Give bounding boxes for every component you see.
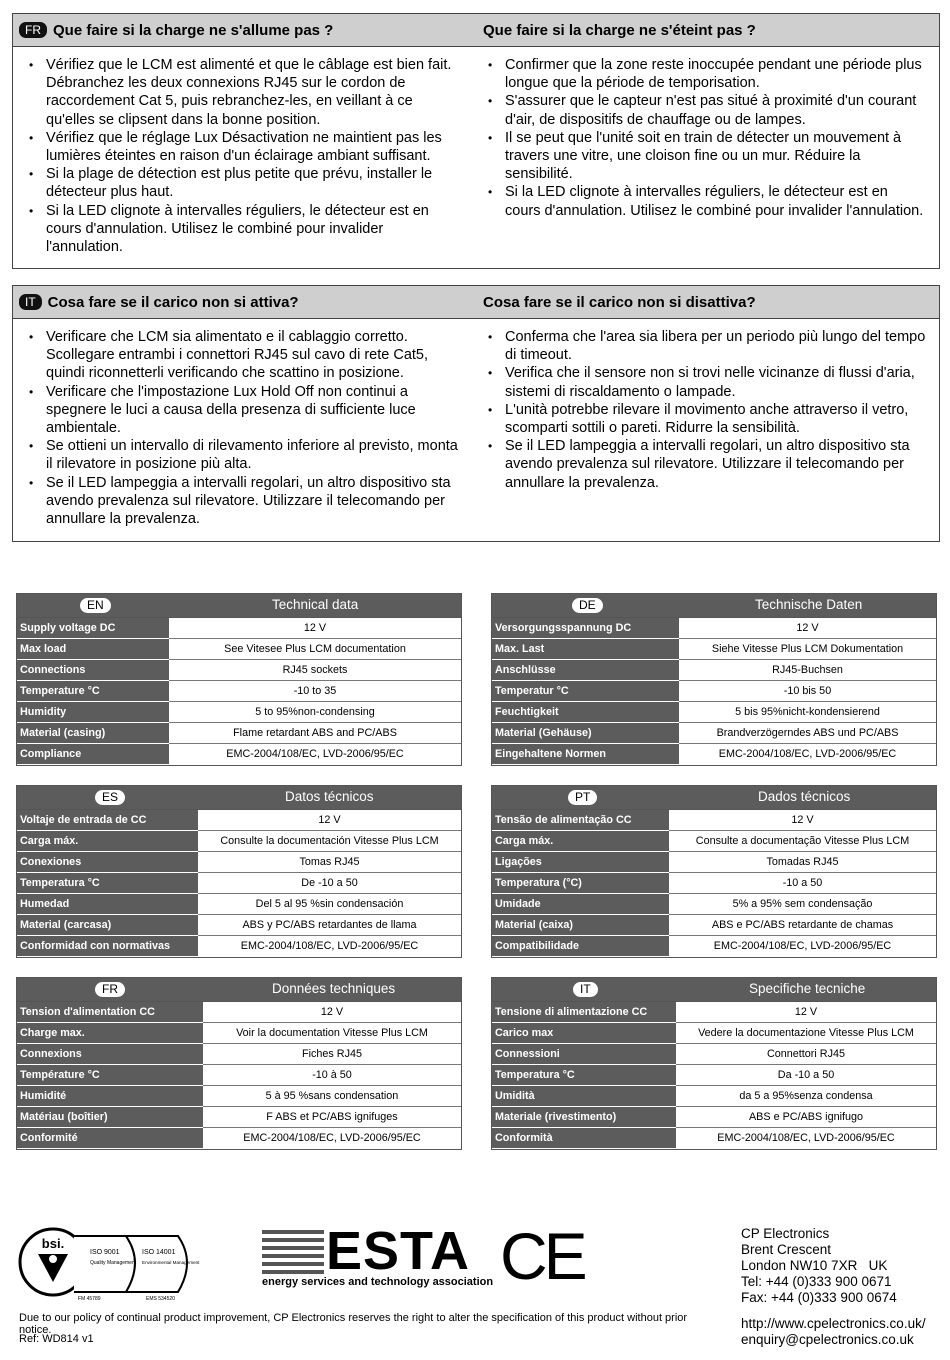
spec-key: Charge max. <box>17 1023 203 1044</box>
improvement-notice: Due to our policy of continual product improvement, CP Electronics reserves the right to alter the specification of this product without prior notice. <box>19 1312 688 1336</box>
table-row <box>17 639 461 660</box>
spec-key: Max. Last <box>492 639 679 660</box>
it-troubleshooting-box <box>12 285 940 542</box>
spec-title-fr: Données techniques <box>272 981 396 996</box>
spec-value: Consulte a documentação Vitesse Plus LCM <box>669 831 936 852</box>
es-badge: ES <box>95 790 125 805</box>
table-row <box>17 660 461 681</box>
table-row <box>492 1128 936 1149</box>
table-row <box>492 1086 936 1107</box>
spec-value: da 5 a 95%senza condensa <box>676 1086 936 1107</box>
table-row <box>17 873 461 894</box>
table-row <box>17 831 461 852</box>
table-row <box>492 873 936 894</box>
fr-right-list <box>476 47 939 256</box>
spec-value: EMC-2004/108/EC, LVD-2006/95/EC <box>203 1128 461 1149</box>
table-row <box>492 915 936 936</box>
spec-value: Consulte la documentación Vitesse Plus LCM <box>198 831 461 852</box>
table-row <box>17 1107 461 1128</box>
spec-title-it: Specifiche tecniche <box>749 981 866 996</box>
spec-title-es: Datos técnicos <box>285 789 374 804</box>
spec-title-de: Technische Daten <box>755 597 863 612</box>
fr-left-heading: Que faire si la charge ne s'allume pas ? <box>53 21 334 39</box>
it-right-list <box>476 319 939 528</box>
spec-value: ABS y PC/ABS retardantes de llama <box>198 915 461 936</box>
spec-table-it <box>491 977 937 1150</box>
table-row <box>492 681 936 702</box>
spec-key: Tensione di alimentazione CC <box>492 1002 676 1023</box>
table-row <box>492 936 936 957</box>
list-item: • Il se peut que l'unité soit en train de détecter un mouvement à travers une vitre, une cloison fine ou un mur. Réduire la sensibilité. <box>505 129 927 184</box>
it-left-heading: Cosa fare se il carico non si attiva? <box>47 293 299 311</box>
table-row <box>17 1065 461 1086</box>
iso-9001-code: FM 45789 <box>78 1296 101 1302</box>
spec-key: Connessioni <box>492 1044 676 1065</box>
spec-value: F ABS et PC/ABS ignifuges <box>203 1107 461 1128</box>
address-line: Tel: +44 (0)333 900 0671 <box>741 1274 892 1289</box>
spec-value: RJ45 sockets <box>169 660 461 681</box>
table-row <box>492 1107 936 1128</box>
table-row <box>17 618 461 639</box>
table-row <box>492 852 936 873</box>
spec-value: 5% a 95% sem condensação <box>669 894 936 915</box>
spec-table-pt <box>491 785 937 958</box>
esta-tagline: energy services and technology association <box>262 1276 494 1288</box>
spec-key: Max load <box>17 639 169 660</box>
spec-rows-de <box>492 618 936 765</box>
it-badge: IT <box>19 294 42 310</box>
spec-value: Brandverzögerndes ABS und PC/ABS <box>679 723 936 744</box>
spec-value: 12 V <box>676 1002 936 1023</box>
spec-value: 12 V <box>679 618 936 639</box>
spec-value: De -10 a 50 <box>198 873 461 894</box>
fr-badge: FR <box>19 22 47 38</box>
spec-key: Humidity <box>17 702 169 723</box>
spec-value: Flame retardant ABS and PC/ABS <box>169 723 461 744</box>
table-row <box>17 1023 461 1044</box>
esta-wordmark: ESTA <box>326 1221 471 1281</box>
table-row <box>492 723 936 744</box>
table-row <box>17 1086 461 1107</box>
spec-value: RJ45-Buchsen <box>679 660 936 681</box>
list-item: • Si la LED clignote à intervalles réguliers, le détecteur est en cours d'annulation. Utilisez le combiné pour invalider l'annulation. <box>505 183 927 219</box>
spec-title-pt: Dados técnicos <box>758 789 851 804</box>
spec-value: EMC-2004/108/EC, LVD-2006/95/EC <box>198 936 461 957</box>
spec-key: Material (casing) <box>17 723 169 744</box>
spec-value: 12 V <box>198 810 461 831</box>
table-row <box>17 744 461 765</box>
fr-troubleshooting-header <box>13 14 939 47</box>
en-badge: EN <box>80 598 111 613</box>
spec-key: Temperatura (°C) <box>492 873 669 894</box>
de-badge: DE <box>572 598 603 613</box>
spec-key: Conformité <box>17 1128 203 1149</box>
iso-14001-sub: Environmental Management <box>142 1260 200 1265</box>
spec-key: Connections <box>17 660 169 681</box>
spec-value: Fiches RJ45 <box>203 1044 461 1065</box>
spec-rows-pt <box>492 810 936 957</box>
list-item: • Se il LED lampeggia a intervalli regolari, un altro dispositivo sta avendo prevalenza sul rilevatore. Utilizzare il telecomando per annullare la prevalenza. <box>505 437 927 492</box>
ce-mark-logo: CE <box>500 1219 584 1293</box>
spec-key: Carga máx. <box>17 831 198 852</box>
spec-title-en: Technical data <box>272 597 359 612</box>
spec-key: Ligações <box>492 852 669 873</box>
esta-stripes-icon <box>262 1230 324 1274</box>
spec-table-es <box>16 785 462 958</box>
list-item: • S'assurer que le capteur n'est pas situé à proximité d'un courant d'air, de dispositifs de chauffage ou de lampes. <box>505 92 927 128</box>
spec-key: Eingehaltene Normen <box>492 744 679 765</box>
spec-value: 5 à 95 %sans condensation <box>203 1086 461 1107</box>
spec-key: Carico max <box>492 1023 676 1044</box>
spec-key: Humidité <box>17 1086 203 1107</box>
table-row <box>17 681 461 702</box>
spec-key: Material (carcasa) <box>17 915 198 936</box>
spec-value: -10 bis 50 <box>679 681 936 702</box>
address-line: Fax: +44 (0)333 900 0674 <box>741 1290 897 1305</box>
table-row <box>492 618 936 639</box>
address-line: Brent Crescent <box>741 1242 832 1257</box>
spec-rows-en <box>17 618 461 765</box>
bsi-iso-certification-logo <box>18 1226 214 1302</box>
spec-value: EMC-2004/108/EC, LVD-2006/95/EC <box>676 1128 936 1149</box>
spec-value: Connettori RJ45 <box>676 1044 936 1065</box>
spec-key: Matériau (boîtier) <box>17 1107 203 1128</box>
company-address <box>741 1226 926 1348</box>
spec-value: EMC-2004/108/EC, LVD-2006/95/EC <box>669 936 936 957</box>
table-row <box>17 1128 461 1149</box>
spec-key: Umidade <box>492 894 669 915</box>
spec-key: Température °C <box>17 1065 203 1086</box>
spec-key: Conexiones <box>17 852 198 873</box>
spec-key: Temperatura °C <box>492 1065 676 1086</box>
list-item: • Si la LED clignote à intervalles réguliers, le détecteur est en cours d'annulation. Utilisez le combiné pour invalider l'annulation. <box>46 202 464 257</box>
spec-key: Compatibilidade <box>492 936 669 957</box>
pt-badge: PT <box>568 790 597 805</box>
spec-key: Conformidad con normativas <box>17 936 198 957</box>
table-row <box>492 894 936 915</box>
table-row <box>17 702 461 723</box>
table-row <box>492 660 936 681</box>
spec-value: Siehe Vitesse Plus LCM Dokumentation <box>679 639 936 660</box>
list-item: • Verificare che l'impostazione Lux Hold Off non continui a spegnere le luci a causa della presenza di sufficiente luce ambientale. <box>46 383 464 438</box>
spec-key: Conformità <box>492 1128 676 1149</box>
spec-table-de <box>491 593 937 766</box>
spec-value: 5 bis 95%nicht-kondensierend <box>679 702 936 723</box>
address-line: London NW10 7XR UK <box>741 1258 888 1273</box>
spec-key: Versorgungsspannung DC <box>492 618 679 639</box>
spec-value: ABS e PC/ABS ignifugo <box>676 1107 936 1128</box>
spec-key: Compliance <box>17 744 169 765</box>
website-link[interactable]: http://www.cpelectronics.co.uk/ <box>741 1316 926 1331</box>
list-item: • Si la plage de détection est plus petite que prévu, installer le détecteur plus haut. <box>46 165 464 201</box>
spec-rows-es <box>17 810 461 957</box>
spec-key: Connexions <box>17 1044 203 1065</box>
table-row <box>492 702 936 723</box>
spec-value: Voir la documentation Vitesse Plus LCM <box>203 1023 461 1044</box>
spec-value: EMC-2004/108/EC, LVD-2006/95/EC <box>169 744 461 765</box>
table-row <box>17 894 461 915</box>
spec-key: Materiale (rivestimento) <box>492 1107 676 1128</box>
table-row <box>492 1002 936 1023</box>
spec-key: Umidità <box>492 1086 676 1107</box>
list-item: • Conferma che l'area sia libera per un periodo più lungo del tempo di timeout. <box>505 328 927 364</box>
bsi-wordmark: bsi. <box>41 1236 65 1251</box>
fr-spec-badge: FR <box>95 982 125 997</box>
spec-table-en <box>16 593 462 766</box>
list-item: • Vérifiez que le réglage Lux Désactivation ne maintient pas les lumières éteintes en raison d'un éclairage ambiant suffisant. <box>46 129 464 165</box>
table-row <box>17 1044 461 1065</box>
spec-value: -10 à 50 <box>203 1065 461 1086</box>
fr-right-heading: Que faire si la charge ne s'éteint pas ? <box>483 21 756 39</box>
spec-value: Da -10 a 50 <box>676 1065 936 1086</box>
esta-logo <box>262 1221 494 1292</box>
spec-value: 12 V <box>203 1002 461 1023</box>
fr-left-list <box>13 47 476 256</box>
spec-value: -10 a 50 <box>669 873 936 894</box>
spec-value: Tomas RJ45 <box>198 852 461 873</box>
spec-value: Del 5 al 95 %sin condensación <box>198 894 461 915</box>
spec-key: Voltaje de entrada de CC <box>17 810 198 831</box>
iso-9001-sub: Quality Management <box>90 1260 137 1266</box>
table-row <box>492 744 936 765</box>
spec-value: -10 to 35 <box>169 681 461 702</box>
document-reference: Ref: WD814 v1 <box>19 1333 94 1345</box>
spec-key: Feuchtigkeit <box>492 702 679 723</box>
spec-key: Material (Gehäuse) <box>492 723 679 744</box>
table-row <box>492 639 936 660</box>
spec-value: See Vitesee Plus LCM documentation <box>169 639 461 660</box>
table-row <box>17 915 461 936</box>
table-row <box>492 810 936 831</box>
table-row <box>17 1002 461 1023</box>
spec-value: 5 to 95%non-condensing <box>169 702 461 723</box>
spec-key: Temperature °C <box>17 681 169 702</box>
spec-rows-it <box>492 1002 936 1149</box>
spec-key: Material (caixa) <box>492 915 669 936</box>
list-item: • Confirmer que la zone reste inoccupée pendant une période plus longue que la période de temporisation. <box>505 56 927 92</box>
list-item: • L'unità potrebbe rilevare il movimento anche attraverso il vetro, scomparti sottili o pareti. Ridurre la sensibilità. <box>505 401 927 437</box>
spec-key: Humedad <box>17 894 198 915</box>
spec-value: 12 V <box>669 810 936 831</box>
spec-table-fr <box>16 977 462 1150</box>
table-row <box>17 852 461 873</box>
it-troubleshooting-header <box>13 286 939 319</box>
table-row <box>17 936 461 957</box>
spec-key: Supply voltage DC <box>17 618 169 639</box>
table-row <box>492 1023 936 1044</box>
it-right-heading: Cosa fare se il carico non si disattiva? <box>483 293 756 311</box>
spec-value: ABS e PC/ABS retardante de chamas <box>669 915 936 936</box>
table-row <box>492 1044 936 1065</box>
spec-key: Anschlüsse <box>492 660 679 681</box>
table-row <box>17 810 461 831</box>
list-item: • Verifica che il sensore non si trovi nelle vicinanze di flussi d'aria, sistemi di riscaldamento o lampade. <box>505 364 927 400</box>
spec-value: 12 V <box>169 618 461 639</box>
spec-key: Temperatura °C <box>17 873 198 894</box>
spec-value: Tomadas RJ45 <box>669 852 936 873</box>
fr-troubleshooting-box <box>12 13 940 269</box>
it-left-list <box>13 319 476 528</box>
spec-key: Temperatur °C <box>492 681 679 702</box>
iso-14001-code: EMS 534520 <box>146 1296 175 1302</box>
table-row <box>17 723 461 744</box>
list-item: • Vérifiez que le LCM est alimenté et que le câblage est bien fait. Débranchez les deux connexions RJ45 sur le cordon de raccordement Cat 5, puis rebranchez-les, en veillant à ce qu'elles se clipsent dans la bonne position. <box>46 56 464 129</box>
list-item: • Se ottieni un intervallo di rilevamento inferiore al previsto, monta il rilevatore in posizione più alta. <box>46 437 464 473</box>
iso-9001-title: ISO 9001 <box>90 1249 120 1256</box>
spec-rows-fr <box>17 1002 461 1149</box>
list-item: • Verificare che LCM sia alimentato e il cablaggio corretto. Scollegare entrambi i connettori RJ45 sul cavo di rete Cat5, quindi riconnetterli verificando che scattino in posizione. <box>46 328 464 383</box>
list-item: • Se il LED lampeggia a intervalli regolari, un altro dispositivo sta avendo prevalenza sul rilevatore. Utilizzare il telecomando per annullare la prevalenza. <box>46 474 464 529</box>
spec-key: Carga máx. <box>492 831 669 852</box>
spec-key: Tensão de alimentação CC <box>492 810 669 831</box>
spec-value: Vedere la documentazione Vitesse Plus LCM <box>676 1023 936 1044</box>
spec-key: Tension d'alimentation CC <box>17 1002 203 1023</box>
it-spec-badge: IT <box>573 982 598 997</box>
email-link[interactable]: enquiry@cpelectronics.co.uk <box>741 1332 914 1347</box>
address-line: CP Electronics <box>741 1226 830 1241</box>
spec-value: EMC-2004/108/EC, LVD-2006/95/EC <box>679 744 936 765</box>
iso-14001-title: ISO 14001 <box>142 1249 176 1256</box>
table-row <box>492 831 936 852</box>
table-row <box>492 1065 936 1086</box>
